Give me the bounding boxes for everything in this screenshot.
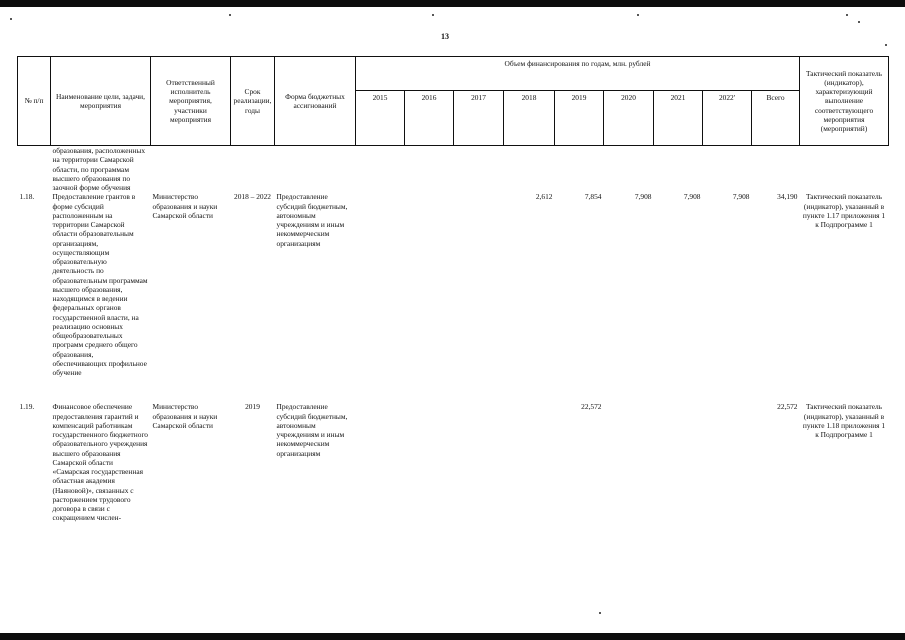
- header-financing: Объем финансирования по годам, млн. рублей: [356, 57, 800, 91]
- row-num: 1.19.: [19, 402, 35, 412]
- header-total: Всего: [752, 91, 800, 146]
- row-value: [405, 192, 454, 402]
- row-period: 2018 – 2022: [234, 192, 271, 202]
- header-year: 2022': [703, 91, 752, 146]
- header-indicator: Тактический показатель (индикатор), характеризующий выполнение соответствующего мероприятия (мероприятий): [800, 57, 889, 146]
- header-year: 2017: [454, 91, 504, 146]
- row-value: [454, 146, 504, 193]
- row-num: [18, 146, 51, 193]
- row-value: 2,612: [535, 192, 553, 202]
- row-total: [752, 146, 800, 193]
- scan-speck: [637, 14, 639, 16]
- table-row: [18, 402, 889, 552]
- scan-speck: [10, 18, 12, 20]
- row-value: [454, 192, 504, 402]
- row-form: [275, 146, 356, 193]
- header-responsible: Ответственный исполнитель мероприятия, участники мероприятия: [151, 57, 231, 146]
- row-period: [231, 146, 275, 193]
- scan-speck: [432, 14, 434, 16]
- row-value: [356, 402, 405, 552]
- row-name: Предоставление грантов в форме субсидий расположенным на территории Самарской области образовательным организациям, осуществляющим образовательную деятельность по образовательным программам высшего образования, находящимся в ведении федеральных органов государственной власти, на реализацию основных общеобразовательных программ среднего общего образования, обеспечивающих профильное обучение: [52, 192, 148, 377]
- row-value: [454, 402, 504, 552]
- row-value: [405, 402, 454, 552]
- row-indicator: Тактический показатель (индикатор), указанный в пункте 1.17 приложения 1 к Подпрограмме 1: [802, 192, 886, 229]
- row-value: 22,572: [581, 402, 602, 412]
- header-year: 2021: [654, 91, 703, 146]
- financing-table: [17, 56, 889, 552]
- row-value: [703, 402, 752, 552]
- table-row: [18, 192, 889, 402]
- row-value: [604, 146, 654, 193]
- row-indicator: Тактический показатель (индикатор), указанный в пункте 1.18 приложения 1 к Подпрограмме 1: [802, 402, 886, 439]
- header-year: 2018: [504, 91, 555, 146]
- row-total: 22,572: [777, 402, 798, 412]
- bottom-scan-border: [0, 633, 905, 640]
- row-value: [654, 402, 703, 552]
- scan-speck: [599, 612, 601, 614]
- row-value: [654, 146, 703, 193]
- row-value: 7,908: [732, 192, 750, 202]
- scan-speck: [846, 14, 848, 16]
- table-row: [18, 146, 889, 193]
- header-year: 2019: [555, 91, 604, 146]
- row-value: [555, 146, 604, 193]
- row-form: Предоставление субсидий бюджетным, автономным учреждениям и иным некоммерческим организациям: [276, 402, 348, 458]
- row-value: [356, 146, 405, 193]
- row-indicator: [800, 146, 889, 193]
- row-value: [504, 146, 555, 193]
- row-value: 7,908: [634, 192, 652, 202]
- row-value: 7,908: [683, 192, 701, 202]
- row-responsible: [151, 146, 231, 193]
- row-responsible: Министерство образования и науки Самарской области: [152, 192, 218, 220]
- page-number: 13: [441, 32, 449, 41]
- header-row: [18, 57, 889, 91]
- row-period: 2019: [245, 402, 260, 412]
- row-name: образования, расположенных на территории Самарской области, по программам высшего образования по заочной форме обучения: [52, 146, 146, 192]
- row-name: Финансовое обеспечение предоставления гарантий и компенсаций работникам государственного бюджетного образовательного учреждения высшего образования Самарской области «Самарская государственная областная академия (Наяновой)», связанных с расторжением трудового договора в связи с сокращением числен-: [52, 402, 148, 523]
- header-year: 2015: [356, 91, 405, 146]
- header-period: Срок реализации, годы: [231, 57, 275, 146]
- scan-speck: [885, 44, 887, 46]
- row-value: [405, 146, 454, 193]
- row-value: [703, 146, 752, 193]
- header-form: Форма бюджетных ассигнований: [275, 57, 356, 146]
- row-total: 34,190: [777, 192, 798, 202]
- scan-speck: [858, 21, 860, 23]
- top-scan-border: [0, 0, 905, 7]
- header-year: 2016: [405, 91, 454, 146]
- header-name: Наименование цели, задачи, мероприятия: [51, 57, 151, 146]
- header-year: 2020: [604, 91, 654, 146]
- row-value: [356, 192, 405, 402]
- scan-speck: [229, 14, 231, 16]
- row-responsible: Министерство образования и науки Самарской области: [152, 402, 218, 430]
- row-value: 7,854: [584, 192, 602, 202]
- row-value: [504, 402, 555, 552]
- row-value: [604, 402, 654, 552]
- header-num: № п/п: [18, 57, 51, 146]
- row-form: Предоставление субсидий бюджетным, автономным учреждениям и иным некоммерческим организациям: [276, 192, 348, 248]
- row-num: 1.18.: [19, 192, 35, 202]
